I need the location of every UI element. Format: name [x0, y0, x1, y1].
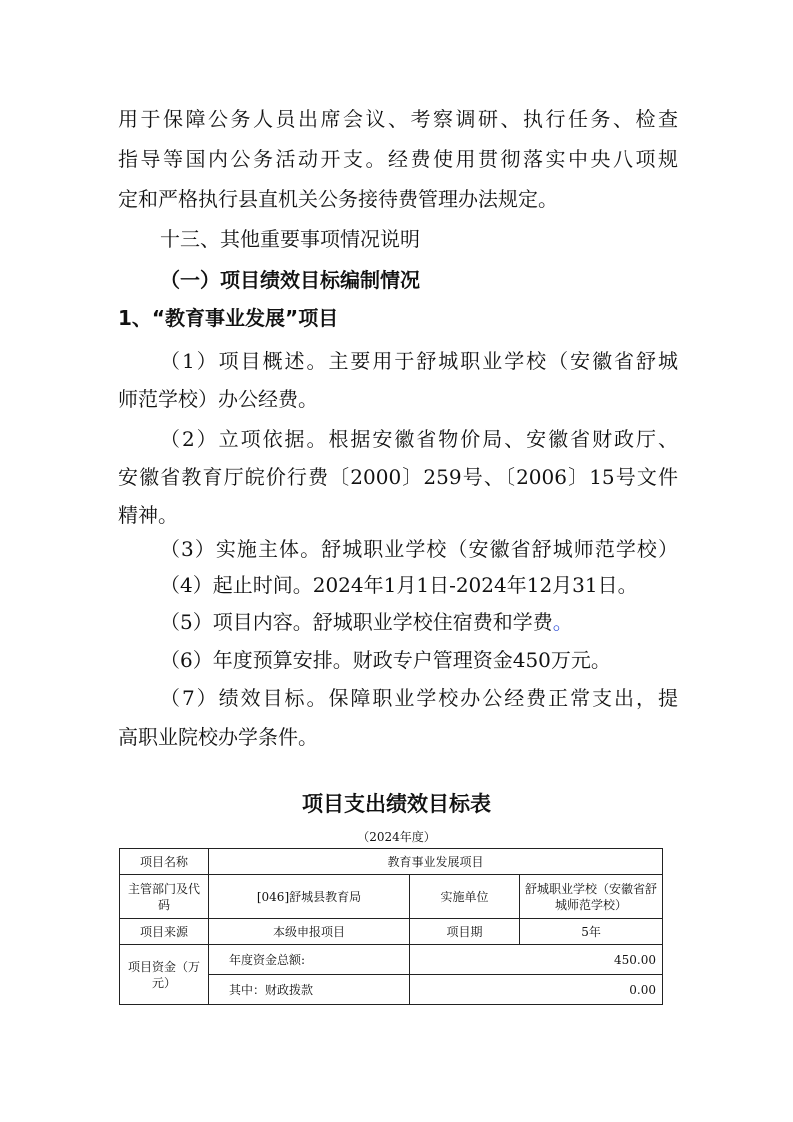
table-row: [120, 875, 663, 919]
table-year: （2024年度）: [357, 830, 436, 844]
item-heading: 1、“教育事业发展”项目: [118, 306, 339, 330]
body-line: （7）绩效目标。保障职业学校办公经费正常支出，提: [160, 686, 678, 710]
body-line: （1）项目概述。主要用于舒城职业学校（安徽省舒城: [160, 349, 678, 373]
body-line: （4）起止时间。2024年1月1日-2024年12月31日。: [160, 573, 638, 597]
cell-label: 年度资金总额:: [209, 945, 410, 975]
body-line: 用于保障公务人员出席会议、考察调研、执行任务、检查: [118, 107, 678, 131]
cell-label: 项目资金（万元）: [120, 945, 209, 1005]
body-line: [160, 607, 720, 637]
body-line: （2）立项依据。根据安徽省物价局、安徽省财政厅、: [160, 427, 678, 451]
body-line: （6）年度预算安排。财政专户管理资金450万元。: [160, 648, 611, 672]
cell-value: 5年: [520, 919, 663, 945]
body-line: 安徽省教育厅皖价行费〔2000〕259号、〔2006〕15号文件: [118, 465, 678, 489]
section-heading: 十三、其他重要事项情况说明: [160, 227, 420, 251]
body-line: （3）实施主体。舒城职业学校（安徽省舒城师范学校）: [160, 537, 678, 561]
cell-label: 项目期: [410, 919, 520, 945]
table-row: [120, 849, 663, 875]
cell-label: 项目名称: [120, 849, 209, 875]
subsection-heading: （一）项目绩效目标编制情况: [160, 268, 420, 292]
body-line: 定和严格执行县直机关公务接待费管理办法规定。: [118, 187, 558, 211]
table-title: 项目支出绩效目标表: [302, 792, 491, 816]
table-row: [120, 919, 663, 945]
cell-label: 实施单位: [410, 875, 520, 919]
cell-label: 其中：财政拨款: [209, 975, 410, 1005]
cell-value: 教育事业发展项目: [209, 849, 663, 875]
cell-label: 项目来源: [120, 919, 209, 945]
performance-table: [119, 848, 663, 1005]
cell-value: 舒城职业学校（安徽省舒城师范学校）: [520, 875, 663, 919]
cell-value: [046]舒城县教育局: [209, 875, 410, 919]
cell-value: 本级申报项目: [209, 919, 410, 945]
body-line: 师范学校）办公经费。: [118, 387, 318, 411]
cell-value: 0.00: [410, 975, 663, 1005]
body-text: （5）项目内容。舒城职业学校住宿费和学费: [160, 610, 553, 634]
table-row: [120, 945, 663, 975]
body-line: 精神。: [118, 503, 178, 527]
cell-value: 450.00: [410, 945, 663, 975]
cell-label: 主管部门及代码: [120, 875, 209, 919]
body-line: 高职业院校办学条件。: [118, 725, 318, 749]
blue-period: 。: [552, 610, 573, 634]
body-line: 指导等国内公务活动开支。经费使用贯彻落实中央八项规: [118, 147, 678, 171]
